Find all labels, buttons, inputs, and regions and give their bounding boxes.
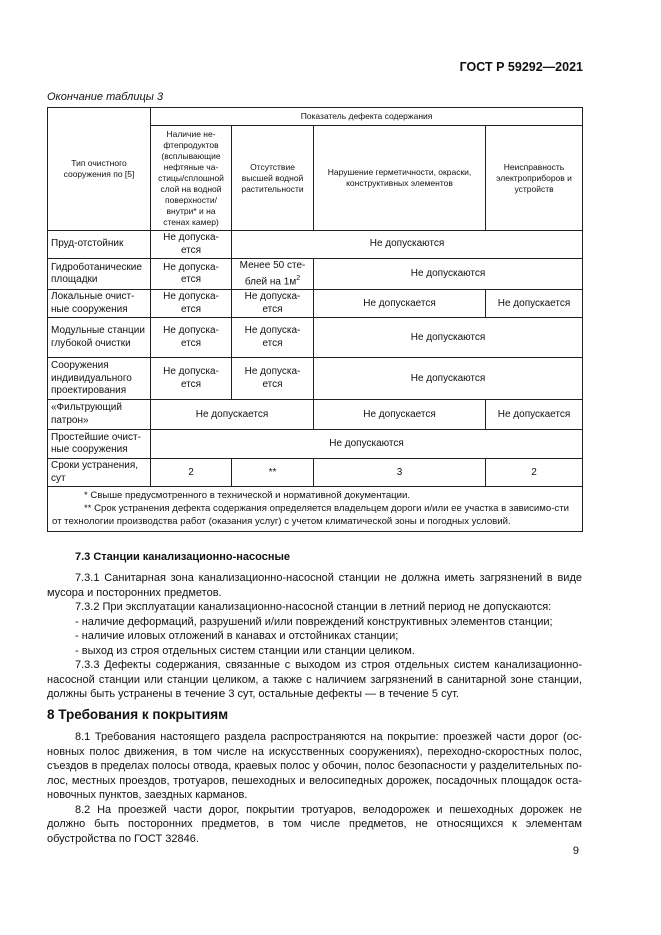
list-item: - наличие деформаций, разрушений и/или повреждений конструктивных элементов станции; bbox=[75, 615, 553, 628]
cell: Не допуска-ется bbox=[151, 259, 232, 290]
cell: Не допускаются bbox=[232, 231, 583, 259]
cell: Не допускается bbox=[314, 400, 486, 430]
col-head-type: Тип очистного сооружения по [5] bbox=[48, 108, 151, 231]
paragraph-7-3-1: 7.3.1 Санитарная зона канализационно-насосной станции не должна иметь загрязнений в виде мусора и посторонних предметов. bbox=[47, 572, 582, 599]
defects-table bbox=[47, 107, 583, 532]
row-type: Гидроботанические площадки bbox=[48, 259, 151, 290]
cell: Не допуска-ется bbox=[151, 318, 232, 358]
section-8-title: 8 Требования к покрытиям bbox=[47, 707, 229, 722]
footnote-1: * Свыше предусмотренного в технической и нормативной документации. bbox=[84, 490, 411, 502]
col-head-vegetation: Отсутствие высшей водной растительности bbox=[232, 126, 314, 231]
group-head: Показатель дефекта содержания bbox=[151, 108, 583, 126]
row-type: Сроки устранения, сут bbox=[48, 459, 151, 487]
cell: Не допускается bbox=[486, 290, 583, 318]
cell: Не допуска-ется bbox=[232, 318, 314, 358]
cell: Не допускаются bbox=[151, 430, 583, 459]
paragraph-8-1: 8.1 Требования настоящего раздела распространяются на покрытие: проезжей части дорог (ос-новных полос движения, в том числе на искусственных сооружениях), переходно-скоростных полос, съездов в пределах полосы отвода, краевых полос у обочин, полос безопасности у разделительных по-лос, местных проездов, тротуаров, пешеходных и велосипедных дорожек, посадочных площадок оста-новочных пунктов, заездных карманов. bbox=[47, 731, 582, 801]
col-head-sealing: Нарушение герметичности, окраски, конструктивных элементов bbox=[314, 126, 486, 231]
list-item: - наличие иловых отложений в канавах и отстойниках станции; bbox=[75, 630, 399, 642]
cell: 3 bbox=[314, 459, 486, 487]
col-head-oil: Наличие не-фтепродуктов (всплывающие нефтяные ча-стицы/сплошной слой на водной поверхности/ внутри* и на стенах камер) bbox=[151, 126, 232, 231]
table-row bbox=[48, 358, 583, 400]
cell: Не допуска-ется bbox=[232, 290, 314, 318]
row-type: Модульные станции глубокой очистки bbox=[48, 318, 151, 358]
cell: Не допускается bbox=[151, 400, 314, 430]
col-head-electrical: Неисправность электроприборов и устройств bbox=[486, 126, 583, 231]
cell: ** bbox=[232, 459, 314, 487]
table-row bbox=[48, 430, 583, 459]
cell: Не допуска-ется bbox=[151, 290, 232, 318]
paragraph-8-2: 8.2 На проезжей части дорог, покрытии тротуаров, велодорожек и пешеходных дорожек не должно быть посторонних предметов, в том числе предметов, не относящихся к элементам обустройства по ГОСТ 32846. bbox=[47, 803, 582, 845]
table-row bbox=[48, 259, 583, 290]
section-7-3-title: 7.3 Станции канализационно-насосные bbox=[75, 551, 290, 563]
row-type: Пруд-отстойник bbox=[48, 231, 151, 259]
document-id: ГОСТ Р 59292—2021 bbox=[459, 60, 583, 74]
cell: Не допуска-ется bbox=[151, 358, 232, 400]
superscript: 2 bbox=[296, 274, 301, 282]
row-type: Локальные очист-ные сооружения bbox=[48, 290, 151, 318]
cell: 2 bbox=[151, 459, 232, 487]
table-row bbox=[48, 459, 583, 487]
cell: Не допускается bbox=[486, 400, 583, 430]
table-row bbox=[48, 290, 583, 318]
table-row bbox=[48, 231, 583, 259]
table-row bbox=[48, 318, 583, 358]
page-number: 9 bbox=[572, 845, 579, 857]
section-7-3-body bbox=[47, 571, 582, 702]
list-item: - выход из строя отдельных систем станции или станции целиком. bbox=[75, 644, 415, 657]
paragraph-7-3-3: 7.3.3 Дефекты содержания, связанные с выходом из строя отдельных систем канализационно-насосной станции или станции целиком, а также с наличием загрязнений в санитарной зоне станции, должны быть устранены в течение 3 сут, остальные дефекты — в течение 5 сут. bbox=[47, 659, 582, 700]
cell bbox=[232, 259, 314, 290]
table-caption: Окончание таблицы 3 bbox=[47, 91, 164, 103]
cell: Не допускаются bbox=[314, 318, 583, 358]
paragraph-7-3-2: 7.3.2 При эксплуатации канализационно-насосной станции в летний период не допускаются: bbox=[75, 601, 552, 613]
table-footnotes bbox=[48, 487, 583, 532]
cell: 2 bbox=[486, 459, 583, 487]
cell: Не допускается bbox=[314, 290, 486, 318]
cell: Не допуска-ется bbox=[232, 358, 314, 400]
cell: Не допускаются bbox=[314, 259, 583, 290]
row-type: Сооружения индивидуального проектирования bbox=[48, 358, 151, 400]
section-8-body bbox=[47, 730, 582, 846]
row-type: Простейшие очист-ные сооружения bbox=[48, 430, 151, 459]
cell: Не допуска-ется bbox=[151, 231, 232, 259]
table-row bbox=[48, 400, 583, 430]
footnote-2: ** Срок устранения дефекта содержания определяется владельцем дороги и/или ее участка в зависимо-сти от технологии производства работ (оказания услуг) с учетом климатической зоны и погодных условий. bbox=[52, 503, 569, 528]
cell: Не допускаются bbox=[314, 358, 583, 400]
cell-text: Менее 50 сте-блей на 1м bbox=[239, 260, 306, 287]
row-type: «Фильтрующий патрон» bbox=[48, 400, 151, 430]
